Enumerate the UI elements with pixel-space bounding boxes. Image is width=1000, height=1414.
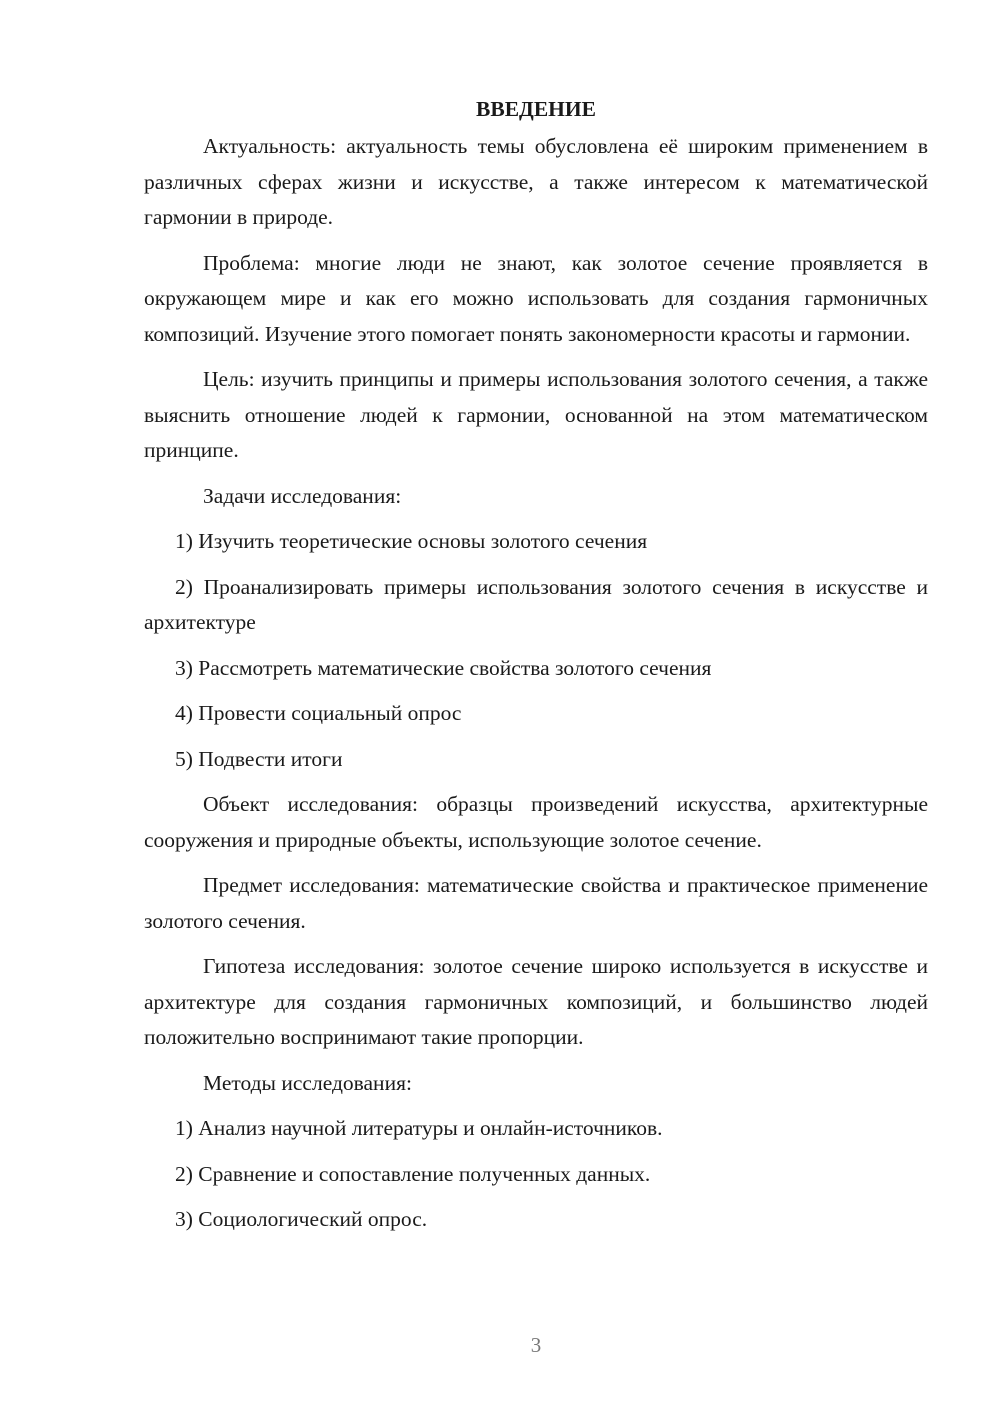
page-number: 3: [530, 1333, 542, 1357]
document-page: [144, 92, 928, 1248]
task-item: 4) Провести социальный опрос: [175, 701, 462, 725]
task-item: 5) Подвести итоги: [175, 746, 343, 771]
task-item: 3) Рассмотреть математические свойства золотого сечения: [175, 655, 712, 680]
section-title: ВВЕДЕНИЕ: [476, 97, 596, 121]
task-item: 1) Изучить теоретические основы золотого сечения: [175, 529, 648, 553]
subject-paragraph: Предмет исследования: математические свойства и практическое применение золотого сечения.: [144, 873, 928, 933]
object-paragraph: Объект исследования: образцы произведений искусства, архитектурные сооружения и природные объекты, использующие золотое сечение.: [144, 792, 928, 852]
goal-paragraph: Цель: изучить принципы и примеры использования золотого сечения, а также выяснить отношение людей к гармонии, основанной на этом математическом принципе.: [144, 367, 928, 462]
problem-paragraph: Проблема: многие люди не знают, как золотое сечение проявляется в окружающем мире и как его можно использовать для создания гармоничных композиций. Изучение этого помогает понять закономерности красоты и гармонии.: [144, 250, 928, 346]
hypothesis-paragraph: Гипотеза исследования: золотое сечение широко используется в искусстве и архитектуре для создания гармоничных композиций, и большинство людей положительно воспринимают такие пропорции.: [144, 954, 928, 1049]
tasks-label: Задачи исследования:: [203, 483, 402, 508]
method-item: 2) Сравнение и сопоставление полученных данных.: [175, 1161, 651, 1186]
relevance-paragraph: Актуальность: актуальность темы обусловлена её широким применением в различных сферах жизни и искусстве, а также интересом к математической гармонии в природе.: [144, 134, 928, 229]
task-item: 2) Проанализировать примеры использования золотого сечения в искусстве и архитектуре: [144, 574, 928, 634]
method-item: 1) Анализ научной литературы и онлайн-источников.: [175, 1116, 663, 1140]
methods-label: Методы исследования:: [203, 1070, 412, 1095]
method-item: 3) Социологический опрос.: [175, 1207, 428, 1231]
